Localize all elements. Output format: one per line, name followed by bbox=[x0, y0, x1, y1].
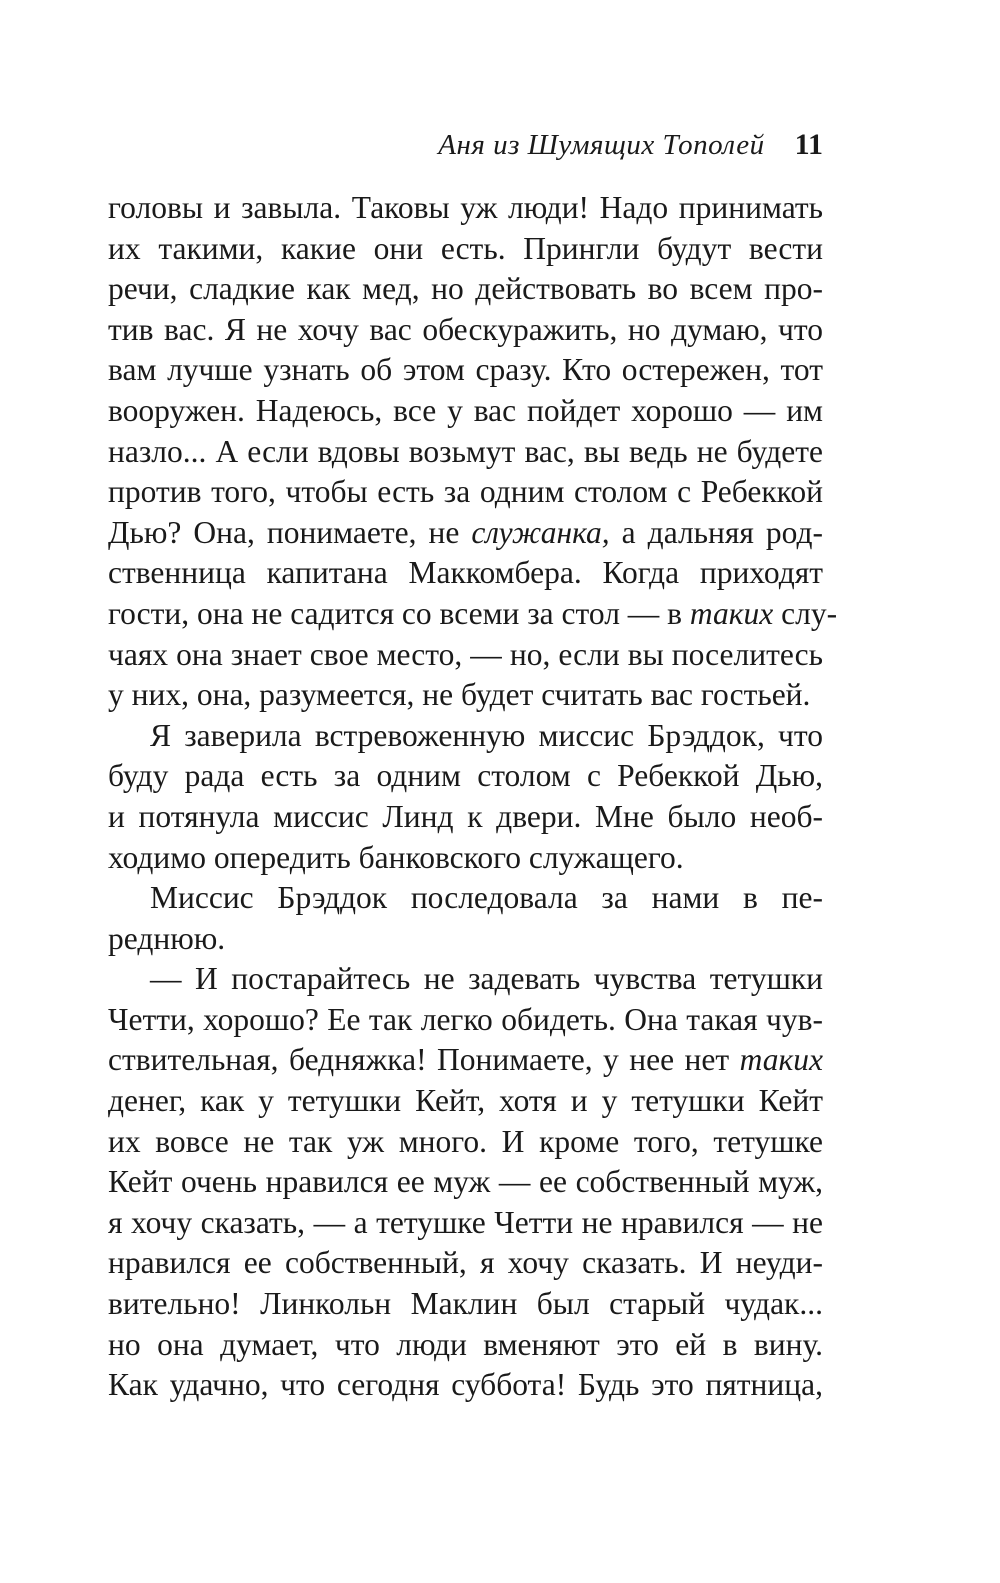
text-line: буду рада есть за одним столом с Ребеккой Дью, bbox=[108, 758, 823, 794]
text-line: назло... А если вдовы возьмут вас, вы ведь не будете bbox=[108, 433, 823, 469]
text-line: Как удачно, что сегодня суббота! Будь это пятница, bbox=[108, 1367, 823, 1403]
text-line: тив вас. Я не хочу вас обескуражить, но думаю, что bbox=[108, 311, 823, 347]
text-line: головы и завыла. Таковы уж люди! Надо принимать bbox=[108, 190, 823, 225]
text-line: речи, сладкие как мед, но действовать во всем про- bbox=[108, 271, 823, 307]
text-segment: гости, она не садится со всеми за стол — в bbox=[108, 595, 690, 631]
text-line: ственница капитана Маккомбера. Когда приходят bbox=[108, 555, 823, 591]
text-line: но она думает, что люди вменяют это ей в вину. bbox=[108, 1326, 823, 1362]
emphasis-text: таких bbox=[689, 595, 774, 631]
text-segment: а дальняя род- bbox=[609, 514, 823, 550]
text-line: денег, как у тетушки Кейт, хотя и у тетушки Кейт bbox=[108, 1083, 823, 1119]
text-line: ходимо опередить банковского служащего. bbox=[108, 839, 684, 875]
body-text bbox=[108, 188, 838, 1406]
text-line bbox=[108, 1040, 823, 1081]
text-line: реднюю. bbox=[108, 920, 226, 956]
text-line bbox=[108, 594, 838, 635]
emphasis-text: таких bbox=[739, 1042, 823, 1078]
text-line: — И постарайтесь не задевать чувства тетушки bbox=[150, 961, 823, 997]
running-header bbox=[108, 128, 823, 162]
text-line: Четти, хорошо? Ее так легко обидеть. Она такая чув- bbox=[108, 1001, 823, 1037]
text-line: Миссис Брэддок последовала за нами в пе- bbox=[150, 880, 823, 916]
text-segment: слу- bbox=[773, 595, 838, 631]
running-title: Аня из Шумящих Тополей bbox=[438, 129, 765, 161]
text-line: вооружен. Надеюсь, все у вас пойдет хорошо — им bbox=[108, 392, 823, 428]
text-line: нравился ее собственный, я хочу сказать. И неуди- bbox=[108, 1245, 823, 1281]
text-segment: Дью? Она, понимаете, не bbox=[108, 514, 472, 550]
text-line: Я заверила встревоженную миссис Брэддок, что bbox=[150, 717, 823, 753]
text-line: Кейт очень нравился ее муж — ее собственный муж, bbox=[108, 1164, 823, 1200]
text-line bbox=[108, 513, 823, 554]
text-line: вительно! Линкольн Маклин был старый чудак... bbox=[108, 1286, 823, 1322]
text-segment: ствительная, бедняжка! Понимаете, у нее нет bbox=[108, 1042, 740, 1078]
text-line: их такими, какие они есть. Прингли будут вести bbox=[108, 230, 823, 266]
text-line: я хочу сказать, — а тетушке Четти не нравился — не bbox=[108, 1204, 823, 1240]
page-number: 11 bbox=[794, 128, 823, 161]
text-line: вам лучше узнать об этом сразу. Кто остережен, тот bbox=[108, 352, 823, 388]
text-line: против того, чтобы есть за одним столом с Ребеккой bbox=[108, 474, 823, 510]
text-line: их вовсе не так уж много. И кроме того, тетушке bbox=[108, 1123, 823, 1159]
emphasis-text: служанка, bbox=[471, 514, 610, 550]
text-line: и потянула миссис Линд к двери. Мне было необ- bbox=[108, 798, 823, 834]
text-line: у них, она, разумеется, не будет считать вас гостьей. bbox=[108, 677, 811, 713]
text-line: чаях она знает свое место, — но, если вы поселитесь bbox=[108, 636, 823, 672]
